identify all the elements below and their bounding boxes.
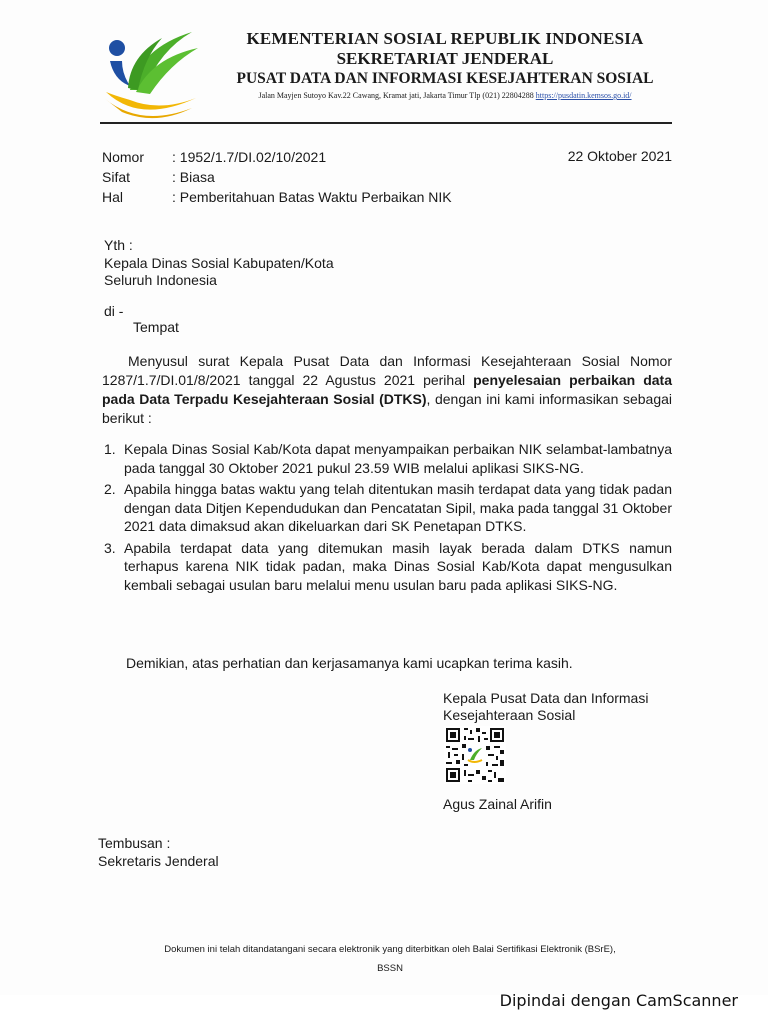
footer-line-2: BSSN [377,963,403,974]
camscanner-watermark: Dipindai dengan CamScanner [499,991,738,1010]
list-item-text: Apabila terdapat data yang ditemukan masih layak berada dalam DTKS namun terhapus karena NIK tidak padan, maka Dinas Sosial Kab/Kota dapat mengusulkan kembali sebagai usulan baru melalui menu usulan baru pada aplikasi SIKS-NG. [124,539,672,593]
recipient-line-1: Kepala Dinas Sosial Kabupaten/Kota [104,255,334,271]
sifat-value: : Biasa [172,169,215,185]
list-item [102,440,672,477]
kemensos-logo-icon [100,28,200,120]
letterhead-divider [100,122,672,124]
notice-list [102,440,672,597]
hal-value: : Pemberitahuan Batas Waktu Perbaikan NIK [172,189,452,205]
list-item-number: 3. [104,539,116,556]
closing-sentence: Demikian, atas perhatian dan kerjasamanya kami ucapkan terima kasih. [126,655,573,671]
signatory-title-2: Kesejahteraan Sosial [443,707,576,723]
qr-code-signature-icon [444,726,506,784]
letterhead [210,28,680,102]
footer-line-1: Dokumen ini telah ditandatangani secara elektronik yang diterbitkan oleh Balai Sertifikasi Elektronik (BSrE), [164,944,616,955]
list-item-text: Apabila hingga batas waktu yang telah ditentukan masih terdapat data yang tidak padan dengan data Ditjen Kependudukan dan Pencatatan Sipil, maka pada tanggal 31 Oktober 2021 data dimaksud akan dikeluarkan dari SK Penetapan DTKS. [124,481,672,534]
recipient-place: Tempat [133,319,179,335]
e-signature-footer [90,940,690,978]
intro-paragraph [102,352,672,428]
nomor-label: Nomor [102,149,145,165]
secretariat-name: SEKRETARIAT JENDERAL [336,49,554,68]
sifat-label: Sifat [102,169,131,185]
list-item [102,539,672,595]
ministry-name: KEMENTERIAN SOSIAL REPUBLIK INDONESIA [246,29,644,48]
nomor-value: : 1952/1.7/DI.02/10/2021 [172,149,327,165]
letter-date: 22 Oktober 2021 [567,148,672,164]
recipient-di: di - [104,303,124,319]
letterhead-address [210,90,680,102]
signatory-title-1: Kepala Pusat Data dan Informasi [443,690,649,706]
cc-label: Tembusan : [98,835,171,851]
list-item-number: 1. [104,441,116,457]
intro-subject-bold: penyelesaian perbaikan data pada Data Terpadu Kesejahteraan Sosial (DTKS) [102,372,673,407]
website-link[interactable]: https://pusdatin.kemsos.go.id/ [535,91,632,100]
intro-text-2: , dengan ini kami informasikan sebagai berikut : [102,391,672,426]
address-text: Jalan Mayjen Sutoyo Kav.22 Cawang, Kramat jati, Jakarta Timur Tlp (021) 22804288 [258,91,536,100]
list-item-text: Kepala Dinas Sosial Kab/Kota dapat menyampaikan perbaikan NIK selambat-lambatnya pada tanggal 30 Oktober 2021 pukul 23.59 WIB melalui aplikasi SIKS-NG. [124,441,672,476]
center-name: PUSAT DATA DAN INFORMASI KESEJAHTERAN SOSIAL [236,70,654,87]
intro-text-1: Menyusul surat Kepala Pusat Data dan Informasi Kesejahteraan Sosial Nomor 1287/1.7/DI.01/8/2021 tanggal 22 Agustus 2021 perihal [102,353,672,388]
recipient-yth: Yth : [104,237,133,253]
hal-label: Hal [102,189,124,205]
cc-recipient: Sekretaris Jenderal [98,853,219,869]
list-item-number: 2. [104,481,116,497]
signatory-name: Agus Zainal Arifin [443,796,552,812]
recipient-line-2: Seluruh Indonesia [104,272,217,288]
list-item [102,480,672,536]
